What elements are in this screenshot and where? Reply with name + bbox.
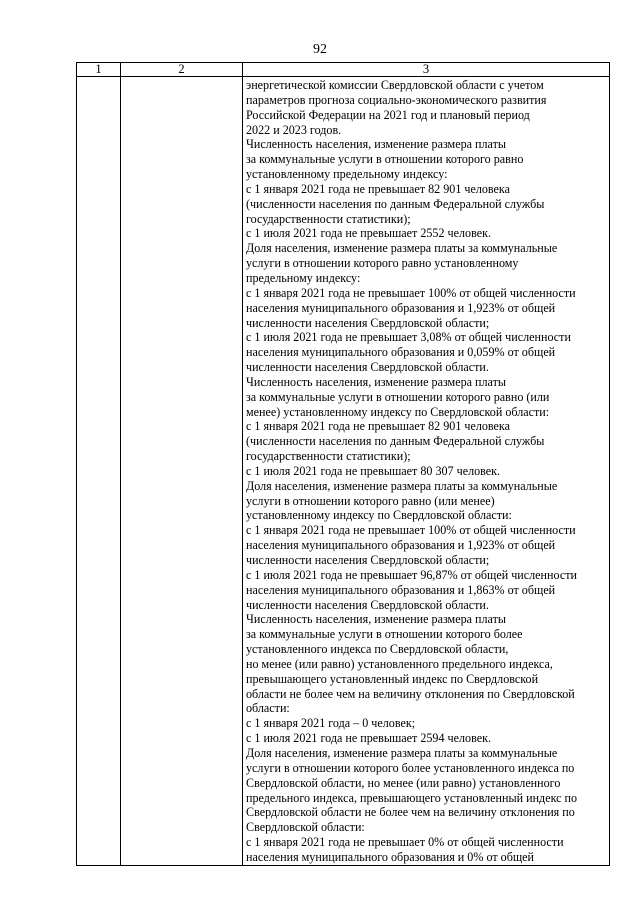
text-line: с 1 июля 2021 года не превышает 2552 человек. (246, 226, 491, 241)
text-line: с 1 января 2021 года не превышает 100% от общей численности (246, 523, 576, 538)
text-line: Российской Федерации на 2021 год и плановый период (246, 107, 530, 122)
text-line: численности населения Свердловской области. (246, 360, 489, 375)
text-line: услуги в отношении которого равно установленному (246, 256, 519, 271)
text-line: энергетической комиссии Свердловской области с учетом (246, 78, 544, 92)
text-line: населения муниципального образования и 0% от общей (246, 849, 534, 864)
text-line: предельного индекса, превышающего установленный индекс по (246, 790, 578, 805)
column-3-text (243, 77, 609, 865)
text-line: Свердловской области, но менее (или равно) установленного (246, 775, 561, 790)
text-line: области не более чем на величину отклонения по Свердловской (246, 686, 575, 701)
text-line: 2022 и 2023 годов. (246, 122, 342, 137)
text-line: с 1 января 2021 года не превышает 100% от общей численности (246, 285, 576, 300)
text-line: населения муниципального образования и 0,059% от общей (246, 345, 556, 360)
table-header-row (77, 63, 610, 77)
column-1-cell (77, 77, 121, 866)
column-header-3: 3 (243, 63, 610, 77)
text-line: области: (246, 701, 290, 716)
text-line: с 1 января 2021 года – 0 человек; (246, 716, 416, 731)
text-line: населения муниципального образования и 1,923% от общей (246, 538, 556, 553)
text-line: установленного индекса по Свердловской области, (246, 642, 509, 657)
table-row (77, 77, 610, 866)
column-header-1: 1 (77, 63, 121, 77)
text-line: с 1 июля 2021 года не превышает 96,87% от общей численности (246, 567, 577, 582)
text-line: менее) установленному индексу по Свердловской области: (246, 404, 550, 419)
text-line: населения муниципального образования и 1,863% от общей (246, 582, 556, 597)
text-line: государственности статистики); (246, 449, 411, 464)
text-line: с 1 января 2021 года не превышает 82 901 человека (246, 181, 510, 196)
text-line: с 1 января 2021 года не превышает 0% от общей численности (246, 835, 564, 850)
text-line: Свердловской области: (246, 820, 365, 835)
text-line: численности населения Свердловской области; (246, 315, 490, 330)
text-line: с 1 июля 2021 года не превышает 2594 человек. (246, 731, 491, 746)
text-line: (численности населения по данным Федеральной службы (246, 434, 545, 449)
text-line: Численность населения, изменение размера платы (246, 374, 506, 389)
text-line: за коммунальные услуги в отношении которого более (246, 627, 523, 642)
text-line: превышающего установленный индекс по Свердловской (246, 671, 539, 686)
text-line: установленному индексу по Свердловской области: (246, 508, 512, 523)
column-2-cell (121, 77, 243, 866)
text-line: Свердловской области не более чем на величину отклонения по (246, 805, 575, 820)
text-line: (численности населения по данным Федеральной службы (246, 196, 545, 211)
text-line: Численность населения, изменение размера платы (246, 137, 506, 152)
page-number: 92 (313, 42, 327, 57)
document-table (76, 62, 610, 866)
text-line: Доля населения, изменение размера платы за коммунальные (246, 478, 558, 493)
text-line: Доля населения, изменение размера платы за коммунальные (246, 241, 558, 256)
text-line: но менее (или равно) установленного предельного индекса, (246, 656, 553, 671)
text-line: предельному индексу: (246, 270, 361, 285)
text-line: численности населения Свердловской области. (246, 597, 489, 612)
text-line: численности населения Свердловской области; (246, 553, 490, 567)
text-line: за коммунальные услуги в отношении которого равно (или (246, 389, 550, 404)
text-line: установленному предельному индексу: (246, 167, 448, 182)
text-line: с 1 июля 2021 года не превышает 80 307 человек. (246, 463, 501, 478)
text-line: Численность населения, изменение размера платы (246, 612, 506, 627)
text-line: услуги в отношении которого более установленного индекса по (246, 760, 575, 775)
text-line: с 1 января 2021 года не превышает 82 901 человека (246, 419, 510, 434)
text-line: с 1 июля 2021 года не превышает 3,08% от общей численности (246, 330, 571, 345)
text-line: государственности статистики); (246, 211, 411, 226)
text-line: за коммунальные услуги в отношении которого равно (246, 152, 524, 167)
text-line: Доля населения, изменение размера платы за коммунальные (246, 745, 558, 760)
text-line: параметров прогноза социально-экономического развития (246, 92, 547, 107)
column-3-cell (243, 77, 610, 866)
text-line: услуги в отношении которого равно (или менее) (246, 493, 495, 508)
column-header-2: 2 (121, 63, 243, 77)
text-line: населения муниципального образования и 1,923% от общей (246, 300, 556, 315)
